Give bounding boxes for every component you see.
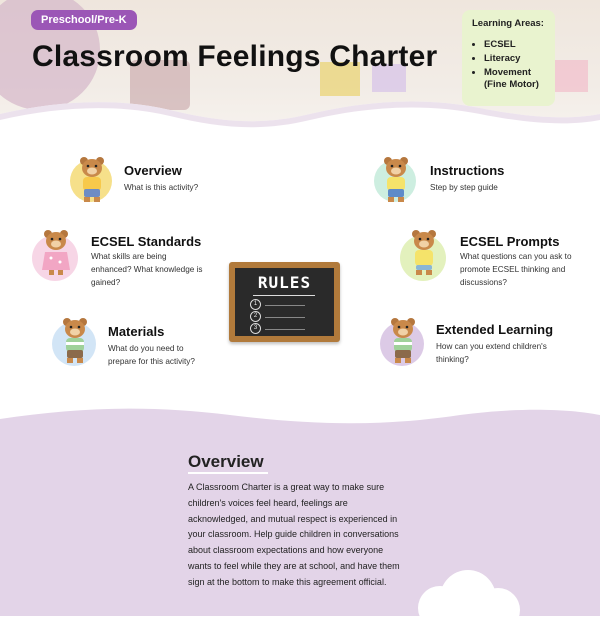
- overview-heading-underline: [188, 472, 268, 474]
- section-ecsel-standards[interactable]: [30, 226, 220, 286]
- chalkboard-surface: [235, 268, 334, 336]
- bear-mascot-icon: [36, 228, 76, 278]
- bear-mascot-icon: [376, 155, 416, 205]
- section-extended-learning[interactable]: [378, 314, 578, 370]
- section-instructions[interactable]: [372, 155, 532, 205]
- section-title: Instructions: [430, 163, 505, 178]
- chalkboard-line: [265, 305, 305, 306]
- learning-area-item: [484, 67, 547, 91]
- rules-chalkboard: [229, 262, 340, 342]
- learning-areas-heading: Learning Areas:: [472, 18, 544, 29]
- learning-areas-list: [472, 39, 547, 91]
- section-title: Overview: [124, 163, 182, 178]
- section-description: Step by step guide: [430, 183, 498, 192]
- section-title: Materials: [108, 324, 165, 339]
- chalkboard-line: [265, 317, 305, 318]
- chalkboard-number: 2: [250, 311, 261, 322]
- section-materials[interactable]: [50, 314, 220, 370]
- section-ecsel-prompts[interactable]: [398, 226, 598, 290]
- bear-mascot-icon: [404, 228, 444, 278]
- page-title: Classroom Feelings Charter: [32, 40, 438, 73]
- section-description: What skills are being enhanced? What knowledge is gained?: [91, 252, 203, 287]
- section-description: How can you extend children's thinking?: [436, 342, 547, 364]
- bear-mascot-icon: [383, 316, 423, 366]
- chalkboard-underline: [253, 295, 315, 296]
- learning-area-item: • ECSEL: [484, 39, 547, 51]
- overview-heading: Overview: [188, 452, 264, 471]
- section-description: What do you need to prepare for this activity?: [108, 344, 195, 366]
- overview-body: A Classroom Charter is a great way to make sure children's voices feel heard, feelings are acknowledged, and mutual respect is experienced in your classroom. Help guide children in conversations about classroom expectations and how everyone wants to feel while they are at school, and have them sign at the bottom to make this agreement official.: [188, 482, 400, 587]
- chalkboard-title: RULES: [257, 273, 312, 292]
- section-title: ECSEL Standards: [91, 234, 202, 249]
- bear-mascot-icon: [55, 316, 95, 366]
- learning-areas-box: [462, 10, 555, 106]
- section-overview[interactable]: [68, 155, 218, 205]
- learning-area-text: (Fine Motor): [484, 79, 539, 90]
- section-title: Extended Learning: [436, 322, 554, 337]
- bear-mascot-icon: [72, 155, 112, 205]
- learning-area-text: Movement: [484, 67, 531, 78]
- cloud-decoration: [408, 568, 528, 628]
- chalkboard-line: [265, 329, 305, 330]
- learning-area-item: • Literacy: [484, 53, 547, 65]
- chalkboard-number: 1: [250, 299, 261, 310]
- section-description: What questions can you ask to promote ECSEL thinking and discussions?: [460, 252, 572, 287]
- grade-badge: Preschool/Pre-K: [31, 10, 137, 30]
- chalkboard-number: 3: [250, 323, 261, 334]
- section-description: What is this activity?: [124, 183, 199, 192]
- section-title: ECSEL Prompts: [460, 234, 560, 249]
